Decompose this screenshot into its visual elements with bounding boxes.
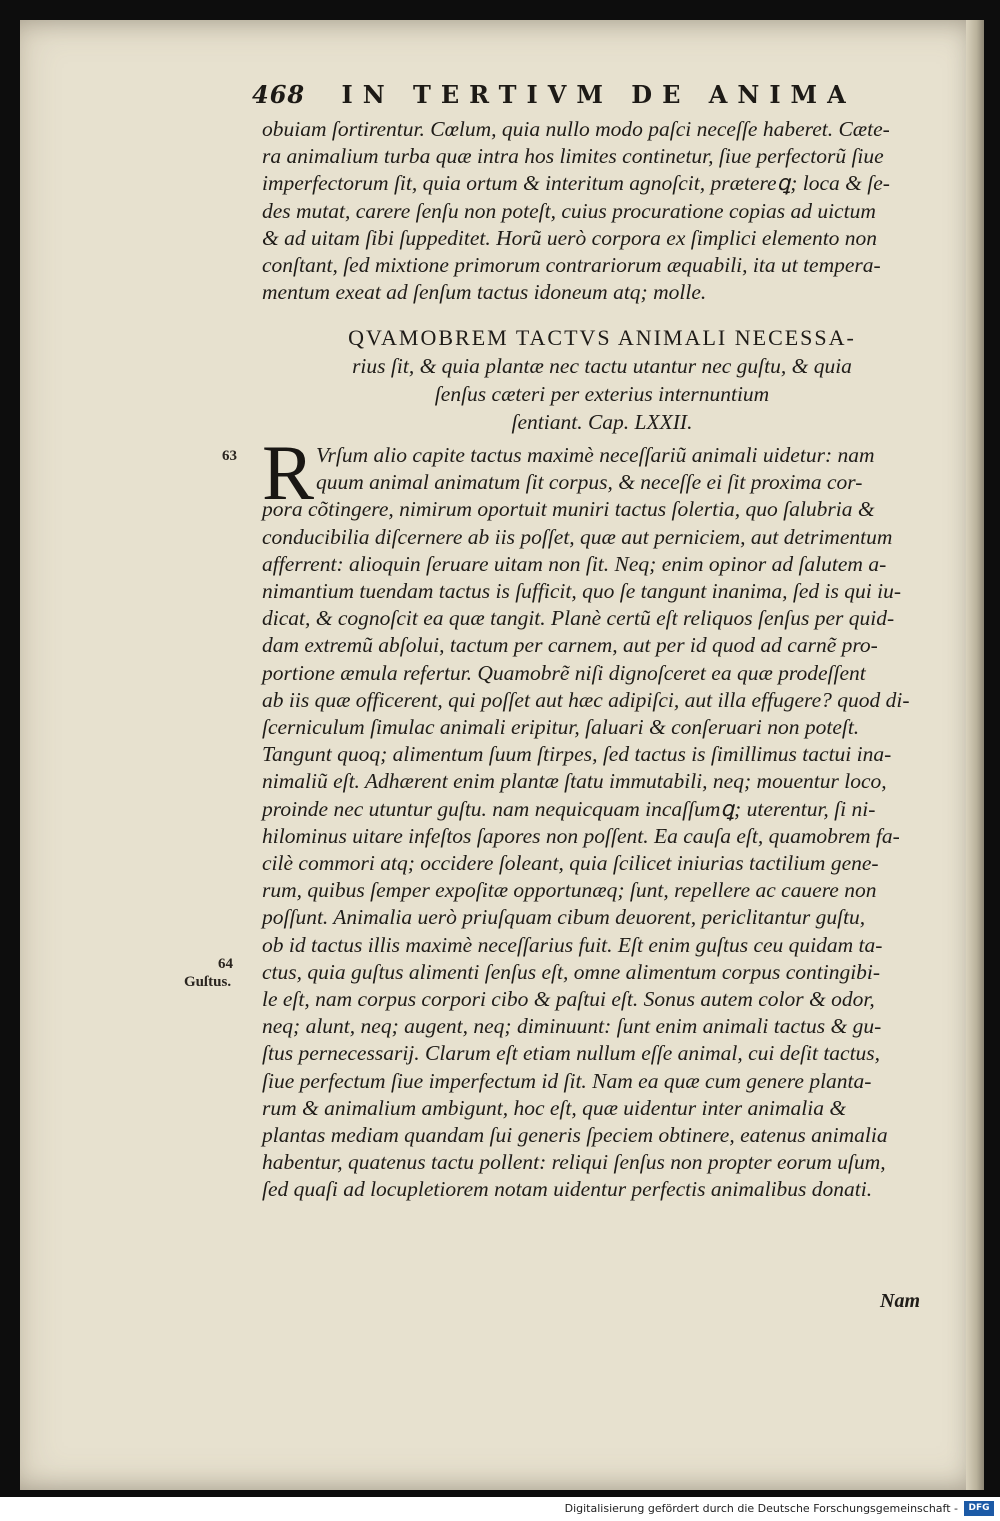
catchword: Nam — [880, 1290, 920, 1312]
page-number: 468 — [252, 80, 306, 109]
text-line: quum animal animatum ſit corpus, & neceſſe ei ſit proxima cor- — [316, 470, 863, 495]
chapter-heading-line: rius ſit, & quia plantæ nec tactu utantur nec guſtu, & quia — [352, 354, 852, 378]
margin-note-gustus: Guſtus. — [184, 974, 232, 990]
text-line: & ad uitam ſibi ſuppeditet. Horũ uerò corpora ex ſimplici elemento non — [262, 225, 878, 250]
text-line: habentur, quatenus tactu pollent: reliqui ſenſus non propter eorum uſum, — [262, 1150, 886, 1175]
text-line: poſſunt. Animalia uerò priuſquam cibum deuorent, periclitantur guſtu, — [262, 905, 866, 930]
text-line: Tangunt quoq; alimentum ſuum ſtirpes, ſed tactus is ſimillimus tactui ina- — [262, 742, 892, 767]
text-line: dam extremũ abſolui, tactum per carnem, aut per id quod ad carnẽ pro- — [262, 633, 878, 658]
top-paragraph — [262, 116, 942, 306]
text-line: ra animalium turba quæ intra hos limites continetur, ſiue perfectorũ ſiue — [262, 144, 884, 169]
digitization-footer — [0, 1497, 1000, 1521]
drop-cap: R — [262, 429, 315, 516]
text-line: conducibilia diſcernere ab iis poſſet, quæ aut perniciem, aut detrimentum — [262, 524, 893, 549]
text-line: nimantium tuendam tactus is ſufficit, quo ſe tangunt inanima, ſed is qui iu- — [262, 579, 901, 604]
text-line: portione æmula refertur. Quamobrẽ niſi dignoſceret ea quæ prodeſſent — [262, 660, 866, 685]
chapter-heading-line: QVAMOBREM TACTVS ANIMALI NECESSA- — [348, 325, 856, 350]
margin-note-63: 63 — [222, 448, 237, 464]
text-line: pora cõtingere, nimirum oportuit muniri tactus ſolertia, quo ſalubria & — [262, 497, 875, 522]
text-line: conſtant, ſed mixtione primorum contrariorum æquabili, ita ut tempera- — [262, 253, 881, 278]
chapter-heading — [262, 324, 942, 436]
text-line: obuiam ſortirentur. Cœlum, quia nullo modo paſci neceſſe haberet. Cæte- — [262, 117, 890, 141]
text-line: mentum exeat ad ſenſum tactus idoneum atq; molle. — [262, 280, 707, 305]
text-line: ſiue perfectum ſiue imperfectum id ſit. Nam ea quæ cum genere planta- — [262, 1068, 872, 1093]
text-line: neq; alunt, neq; augent, neq; diminuunt: ſunt enim animali tactus & gu- — [262, 1014, 882, 1039]
margin-note-64: 64 — [218, 956, 233, 972]
page-edge-shadow — [966, 20, 984, 1490]
text-line: dicat, & cognoſcit ea quæ tangit. Planè certũ eſt reliquos ſenſus per quid- — [262, 606, 895, 631]
text-line: des mutat, carere ſenſu non poteſt, cuius procuratione copias ad uictum — [262, 198, 876, 223]
main-paragraph — [262, 429, 942, 1204]
text-line: hilominus uitare infeſtos ſapores non poſſent. Ea cauſa eſt, quamobrem fa- — [262, 823, 900, 848]
running-header — [252, 80, 856, 109]
text-line: proinde nec utuntur guſtu. nam nequicquam incaſſumꝗ; uterentur, ſi ni- — [262, 796, 876, 821]
text-line: ſtus pernecessarij. Clarum eſt etiam nullum eſſe animal, cui deſit tactus, — [262, 1041, 881, 1066]
text-line: ab iis quæ officerent, qui poſſet aut hæc adipiſci, aut illa effugere? quod di- — [262, 687, 910, 712]
text-line: rum & animalium ambigunt, hoc eſt, quæ uidentur inter animalia & — [262, 1095, 847, 1120]
chapter-heading-line: ſentiant. Cap. LXXII. — [511, 410, 693, 434]
text-line: nimaliũ eſt. Adhærent enim plantæ ſtatu immutabili, neq; mouentur loco, — [262, 769, 887, 794]
text-line: afferrent: alioquin ſeruare uitam non ſit. Neq; enim opinor ad ſalutem a- — [262, 551, 887, 576]
dfg-logo[interactable]: DFG — [964, 1501, 994, 1516]
text-line: Vrſum alio capite tactus maximè neceſſariũ animali uidetur: nam — [316, 443, 875, 467]
text-line: rum, quibus ſemper expoſitæ opportunæq; ſunt, repellere ac cauere non — [262, 878, 877, 903]
running-title: IN TERTIVM DE ANIMA — [341, 80, 856, 109]
text-line: cilè commori atq; occidere ſoleant, quia ſcilicet iniurias tactilium gene- — [262, 851, 879, 876]
text-line: le eſt, nam corpus corpori cibo & paſtui eſt. Sonus autem color & odor, — [262, 987, 875, 1012]
chapter-heading-line: ſenſus cæteri per exterius internuntium — [434, 382, 770, 406]
text-line: ſed quaſi ad locupletiorem notam uidentur perfectis animalibus donati. — [262, 1177, 873, 1202]
text-line: plantas mediam quandam ſui generis ſpeciem obtinere, eatenus animalia — [262, 1123, 888, 1148]
text-line: ſcerniculum ſimulac animali eripitur, ſaluari & conſeruari non poteſt. — [262, 715, 860, 740]
text-line: ob id tactus illis maximè neceſſarius fuit. Eſt enim guſtus ceu quidam ta- — [262, 932, 883, 957]
text-line: imperfectorum ſit, quia ortum & interitum agnoſcit, prætereꝗ; loca & ſe- — [262, 171, 890, 196]
footer-credit: Digitalisierung gefördert durch die Deutsche Forschungsgemeinschaft - — [564, 1502, 958, 1515]
text-line: ctus, quia guſtus alimenti ſenſus eſt, omne alimentum corpus contingibi- — [262, 959, 881, 984]
